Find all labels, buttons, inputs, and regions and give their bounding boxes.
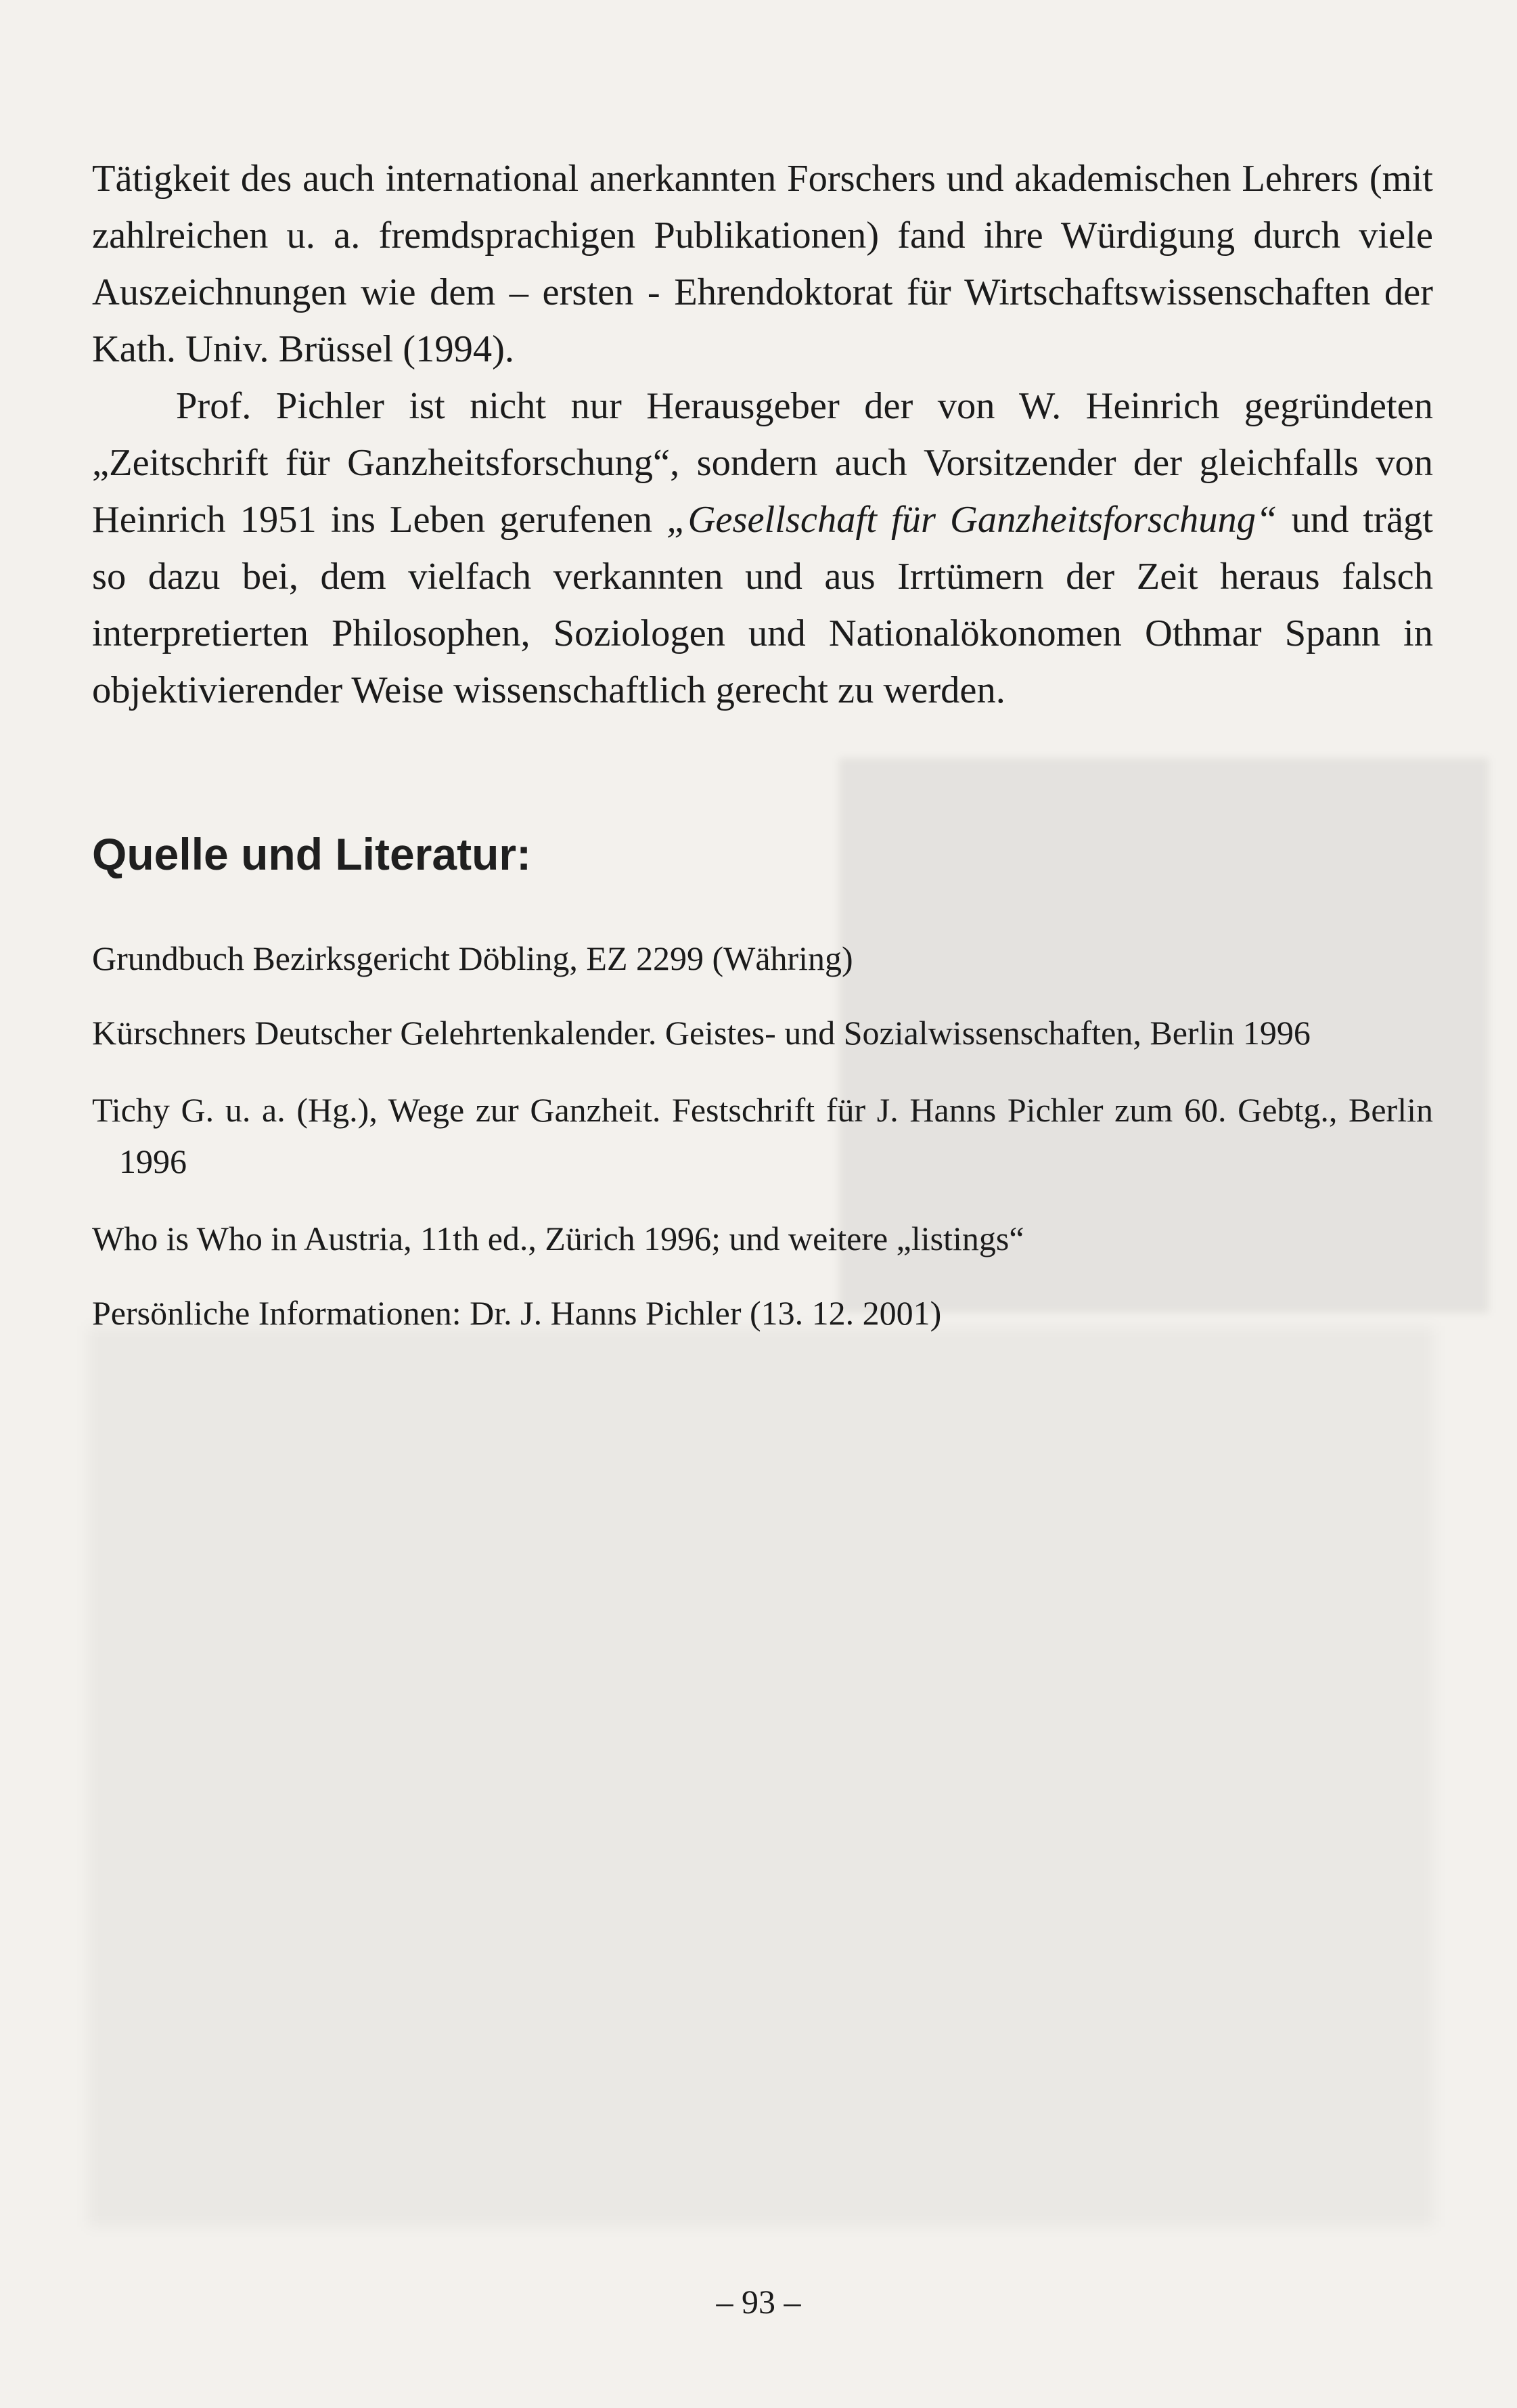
reference-item: Who is Who in Austria, 11th ed., Zürich 1996; und weitere „listings“ — [92, 1220, 1024, 1257]
reference-item: Tichy G. u. a. (Hg.), Wege zur Ganzheit. Festschrift für J. Hanns Pichler zum 60. Gebtg., Berlin 1996 — [92, 1091, 1433, 1180]
sources-heading: Quelle und Literatur: — [92, 829, 532, 879]
paragraph-1: Tätigkeit des auch international anerkannten Forschers und akademischen Lehrers (mit zahlreichen u. a. fremdsprachigen Publikationen) fand ihre Würdigung durch viele Auszeichnungen wie dem – ersten - Ehrendoktorat für Wirtschaftswissenschaften der Kath. Univ. Brüssel (1994). — [92, 158, 1433, 370]
reference-item: Kürschners Deutscher Gelehrtenkalender. Geistes- und Sozialwissenschaften, Berlin 1996 — [92, 1014, 1311, 1052]
reference-item: Grundbuch Bezirksgericht Döbling, EZ 2299 (Währing) — [92, 939, 853, 977]
page-number: – 93 – — [716, 2283, 801, 2321]
reference-list — [92, 933, 1433, 1362]
paragraph-2 — [92, 378, 1433, 719]
body-text — [92, 150, 1433, 719]
paragraph-2-italic: „Gesellschaft für Ganzheitsforschung“ — [666, 499, 1277, 541]
bleed-through-shadow-lower — [88, 1326, 1434, 2227]
paragraph-2-part-1: Prof. Pichler ist nicht nur Herausgeber der von W. Heinrich gegründeten „Zeitschrift für Ganzheitsforschung“, sondern auch Vorsitzender der gleichfalls von Heinrich 1951 ins Leben gerufenen — [92, 385, 1433, 541]
paragraph-2-part-2: und trägt so dazu bei, dem vielfach verkannten und aus Irrtümern der Zeit heraus falsch interpretierten Philosophen, Soziologen und Nationalökonomen Othmar Spann in objektivierender Weise wissenschaftlich gerecht zu werden. — [92, 499, 1433, 711]
reference-item: Persönliche Informationen: Dr. J. Hanns Pichler (13. 12. 2001) — [92, 1294, 942, 1332]
